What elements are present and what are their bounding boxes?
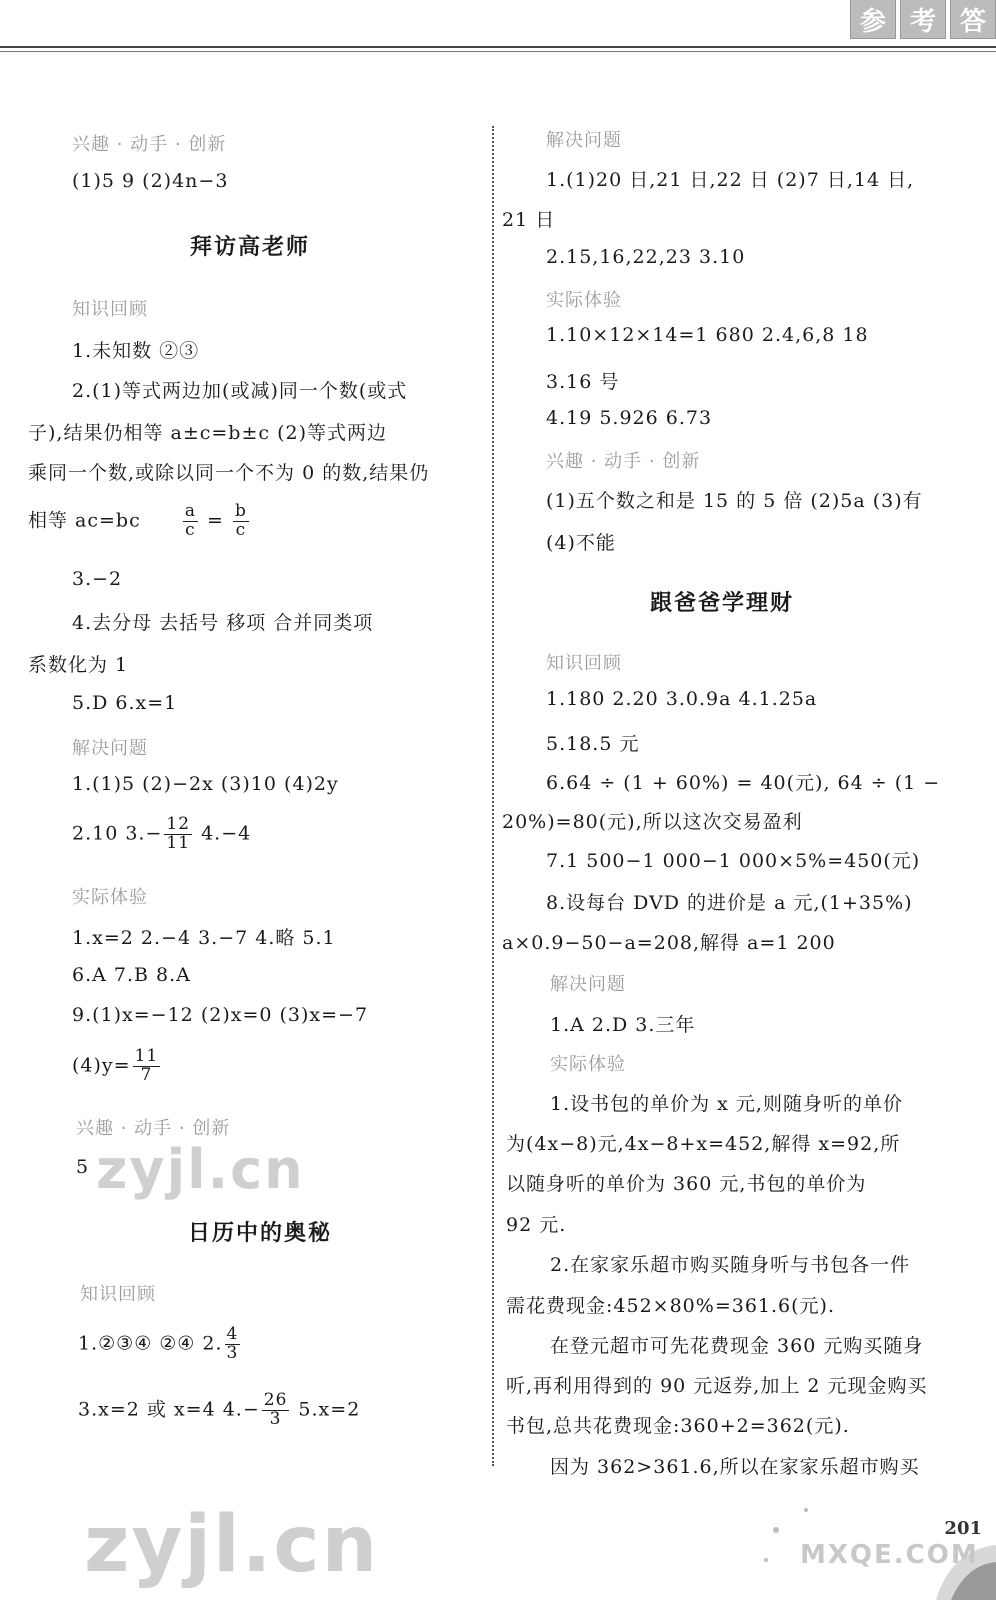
section-heading: 知识回顾 xyxy=(72,299,148,320)
answer-line: (1)5 9 (2)4n−3 xyxy=(72,170,229,192)
fraction-numerator: a xyxy=(184,501,196,521)
fraction xyxy=(133,1048,161,1085)
lesson-title: 日历中的奥秘 xyxy=(188,1221,333,1246)
answer-line xyxy=(78,1326,242,1363)
answer-line: 20%)=80(元),所以这次交易盈利 xyxy=(502,811,803,833)
answer-line: 1.10×12×14=1 680 2.4,6,8 18 xyxy=(546,324,869,346)
answer-line: 在登元超市可先花费现金 360 元购买随身 xyxy=(550,1335,924,1357)
watermark: zyjl.cn xyxy=(96,1138,305,1201)
answer-line: 书包,总共花费现金:360+2=362(元). xyxy=(506,1415,850,1437)
section-heading: 实际体验 xyxy=(550,1054,626,1075)
answer-line: 6.A 7.B 8.A xyxy=(72,964,191,986)
fraction-numerator: 26 xyxy=(263,1390,288,1410)
section-heading: 知识回顾 xyxy=(80,1284,156,1305)
section-heading: 解决问题 xyxy=(72,738,148,759)
answer-line: 以随身听的单价为 360 元,书包的单价为 xyxy=(506,1173,867,1195)
answer-line: 5.D 6.x=1 xyxy=(72,692,178,714)
page-number: 201 xyxy=(944,1518,982,1539)
section-heading: 实际体验 xyxy=(546,290,622,311)
column-divider xyxy=(492,126,494,1466)
header-tab: 答 xyxy=(950,0,996,39)
answer-text: 4.−4 xyxy=(194,822,252,845)
answer-line: 4.去分母 去括号 移项 合并同类项 xyxy=(72,612,374,634)
answer-line: 2.(1)等式两边加(或减)同一个数(或式 xyxy=(72,380,408,402)
answer-line: 1.未知数 ②③ xyxy=(72,340,200,362)
equals-sign: = xyxy=(207,509,224,532)
answer-line: 3.16 号 xyxy=(546,371,620,393)
watermark: zyjl.cn xyxy=(84,1500,380,1590)
answer-line: 5.18.5 元 xyxy=(546,733,640,755)
header-tabs xyxy=(850,0,996,39)
lesson-title: 拜访高老师 xyxy=(190,235,311,260)
answer-line: 2.在家家乐超市购买随身听与书包各一件 xyxy=(550,1254,911,1276)
answer-line: 1.(1)5 (2)−2x (3)10 (4)2y xyxy=(72,773,339,795)
fraction-numerator: b xyxy=(234,501,247,521)
section-heading: 兴趣 · 动手 · 创新 xyxy=(76,1118,231,1139)
fraction xyxy=(233,503,249,540)
fraction xyxy=(164,816,192,853)
fraction xyxy=(225,1326,241,1363)
fraction xyxy=(262,1392,290,1429)
answer-line: 1.x=2 2.−4 3.−7 4.略 5.1 xyxy=(72,927,336,949)
section-heading: 兴趣 · 动手 · 创新 xyxy=(546,451,701,472)
answer-text: 1.②③④ ②④ 2. xyxy=(78,1332,223,1355)
header-tab: 考 xyxy=(900,0,946,39)
answer-line xyxy=(78,1392,360,1429)
fraction xyxy=(183,503,198,540)
fraction-numerator: 11 xyxy=(134,1046,159,1066)
header-tab: 参 xyxy=(850,0,896,39)
answer-text: 3.x=2 或 x=4 4.− xyxy=(78,1398,260,1421)
header-rule xyxy=(0,46,996,48)
fraction-denominator: 3 xyxy=(269,1408,282,1429)
answer-line: 听,再利用得到的 90 元返券,加上 2 元现金购买 xyxy=(506,1375,928,1397)
answer-line: 5 xyxy=(76,1156,90,1178)
lesson-title: 跟爸爸学理财 xyxy=(650,591,795,616)
fraction-denominator: c xyxy=(235,519,247,540)
answer-line: 3.−2 xyxy=(72,568,123,590)
answer-text: (4)y= xyxy=(72,1054,131,1077)
answer-line: 1.(1)20 日,21 日,22 日 (2)7 日,14 日, xyxy=(546,169,915,191)
fraction-numerator: 4 xyxy=(226,1324,239,1344)
fraction-denominator: 11 xyxy=(166,832,191,853)
answer-line: 子),结果仍相等 a±c=b±c (2)等式两边 xyxy=(28,422,387,444)
fraction-denominator: 7 xyxy=(140,1064,153,1085)
section-heading: 知识回顾 xyxy=(546,653,622,674)
fraction-denominator: 3 xyxy=(226,1342,239,1363)
section-heading: 解决问题 xyxy=(550,974,626,995)
answer-line: (1)五个数之和是 15 的 5 倍 (2)5a (3)有 xyxy=(546,490,923,512)
answer-line: 2.15,16,22,23 3.10 xyxy=(546,246,746,268)
answer-line: 7.1 500−1 000−1 000×5%=450(元) xyxy=(546,850,921,872)
answer-line: 乘同一个数,或除以同一个不为 0 的数,结果仍 xyxy=(28,462,430,484)
answer-line: 9.(1)x=−12 (2)x=0 (3)x=−7 xyxy=(72,1004,369,1026)
answer-text: 相等 ac=bc xyxy=(28,509,141,532)
answer-line: (4)不能 xyxy=(546,532,616,554)
section-heading: 兴趣 · 动手 · 创新 xyxy=(72,134,227,155)
answer-line: 92 元. xyxy=(506,1214,567,1236)
header-rule-thin xyxy=(0,51,996,52)
answer-line: 1.设书包的单价为 x 元,则随身听的单价 xyxy=(550,1093,903,1115)
answer-line: 系数化为 1 xyxy=(28,654,129,676)
section-heading: 解决问题 xyxy=(546,130,622,151)
watermark: MXQE.COM xyxy=(800,1540,979,1570)
answer-line: 为(4x−8)元,4x−8+x=452,解得 x=92,所 xyxy=(506,1133,901,1155)
answer-text: 2.10 3.− xyxy=(72,822,163,845)
section-heading: 实际体验 xyxy=(72,887,148,908)
answer-line: 8.设每台 DVD 的进价是 a 元,(1+35%) xyxy=(546,892,913,914)
answer-line: 1.A 2.D 3.三年 xyxy=(550,1014,696,1036)
answer-line: 4.19 5.926 6.73 xyxy=(546,407,713,429)
answer-text: 5.x=2 xyxy=(291,1398,361,1421)
answer-line: 需花费现金:452×80%=361.6(元). xyxy=(506,1295,835,1317)
answer-line: 21 日 xyxy=(502,209,556,231)
answer-line: a×0.9−50−a=208,解得 a=1 200 xyxy=(502,932,836,954)
answer-line xyxy=(72,816,251,853)
answer-line xyxy=(72,1048,162,1085)
fraction-numerator: 12 xyxy=(166,814,191,834)
fraction-denominator: c xyxy=(185,519,196,540)
answer-line: 6.64 ÷ (1 + 60%) = 40(元), 64 ÷ (1 − xyxy=(546,772,941,794)
answer-line xyxy=(28,503,251,540)
answer-line: 因为 362>361.6,所以在家家乐超市购买 xyxy=(550,1456,920,1478)
answer-line: 1.180 2.20 3.0.9a 4.1.25a xyxy=(546,688,818,710)
